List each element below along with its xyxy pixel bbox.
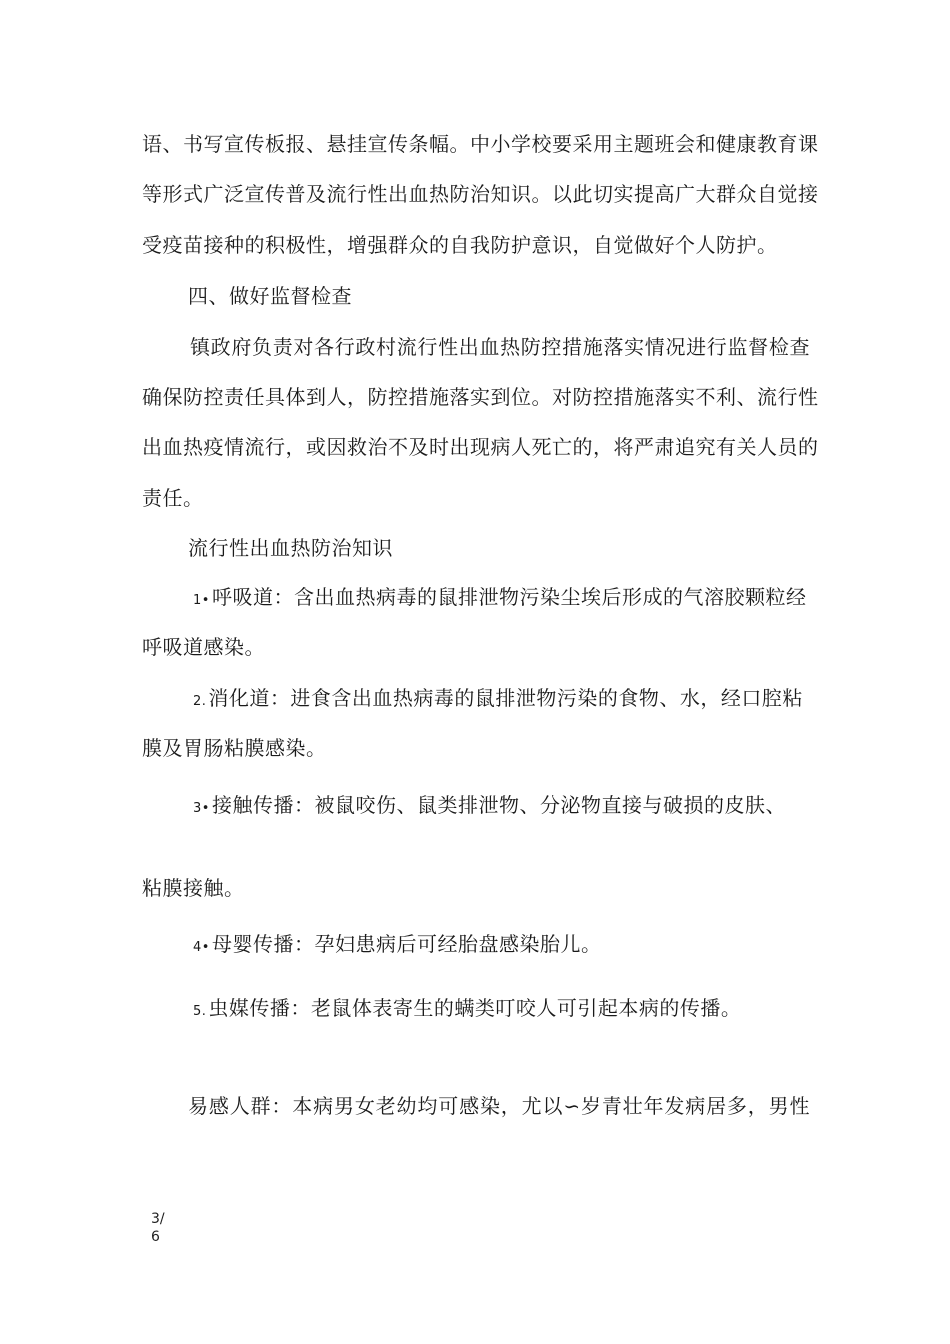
list-item-text: 接触传播：被鼠咬伤、鼠类排泄物、分泌物直接与破损的皮肤、	[211, 793, 786, 817]
list-item	[193, 995, 741, 1025]
list-marker: 4•	[193, 940, 210, 955]
section-heading: 四、做好监督检查	[188, 284, 352, 308]
list-marker: 1•	[193, 593, 210, 608]
list-item	[193, 685, 803, 715]
list-marker: 3•	[193, 801, 210, 816]
list-item-text: 呼吸道：含出血热病毒的鼠排泄物污染尘埃后形成的气溶胶颗粒经	[211, 585, 807, 609]
paragraph-line: 受疫苗接种的积极性，增强群众的自我防护意识，自觉做好个人防护。	[142, 233, 778, 257]
page-number-total: 6	[151, 1229, 160, 1245]
list-item-text: 虫媒传播：老鼠体表寄生的螨类叮咬人可引起本病的传播。	[208, 996, 742, 1020]
paragraph-line: 粘膜接触。	[142, 876, 245, 900]
paragraph-line: 膜及胃肠粘膜感染。	[142, 736, 327, 760]
page-number	[151, 1210, 165, 1246]
page-number-current: 3/	[151, 1211, 165, 1227]
paragraph-line: 易感人群：本病男女老幼均可感染，尤以∽岁青壮年发病居多，男性	[188, 1094, 810, 1118]
list-marker: 2.	[193, 694, 207, 709]
list-item-text: 母婴传播：孕妇患病后可经胎盘感染胎儿。	[211, 932, 602, 956]
paragraph-line: 出血热疫情流行，或因救治不及时出现病人死亡的，将严肃追究有关人员的	[142, 435, 819, 459]
list-item-text: 消化道：进食含出血热病毒的鼠排泄物污染的食物、水，经口腔粘	[208, 686, 803, 710]
list-item	[193, 584, 806, 614]
paragraph-line: 确保防控责任具体到人，防控措施落实到位。对防控措施落实不利、流行性	[142, 385, 819, 409]
section-heading: 流行性出血热防治知识	[188, 536, 393, 560]
paragraph-line: 等形式广泛宣传普及流行性出血热防治知识。以此切实提高广大群众自觉接	[142, 182, 819, 206]
list-item	[193, 792, 786, 822]
list-marker: 5.	[193, 1004, 207, 1019]
paragraph-line: 镇政府负责对各行政村流行性出血热防控措施落实情况进行监督检查	[190, 335, 810, 359]
paragraph-line: 责任。	[142, 486, 204, 510]
paragraph-line: 呼吸道感染。	[142, 635, 265, 659]
paragraph-line: 语、书写宣传板报、悬挂宣传条幅。中小学校要采用主题班会和健康教育课	[142, 132, 819, 156]
list-item	[193, 931, 601, 961]
